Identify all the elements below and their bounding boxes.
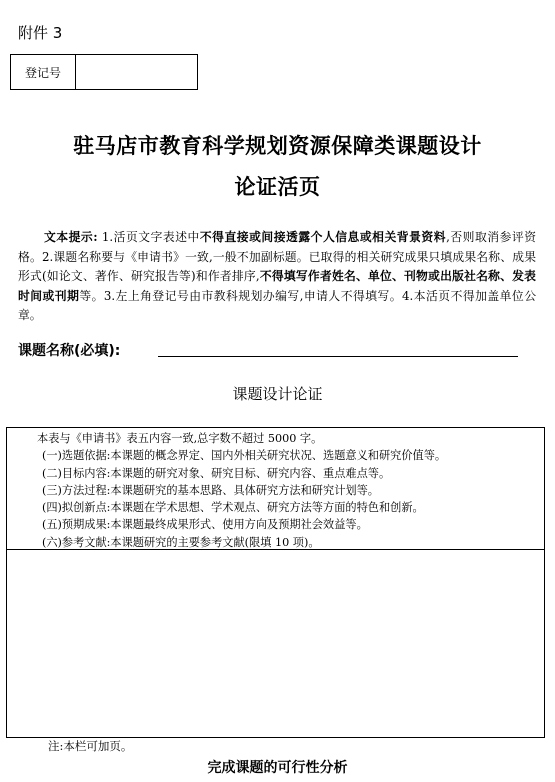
registration-box xyxy=(10,54,198,90)
note-text-1: 1.活页文字表述中 xyxy=(97,230,200,244)
design-argument-writing-area[interactable] xyxy=(7,550,544,737)
document-title-line1: 驻马店市教育科学规划资源保障类课题设计 xyxy=(73,133,482,158)
document-title-line2: 论证活页 xyxy=(234,174,321,199)
instruction-item: (二)目标内容:本课题的研究对象、研究目标、研究内容、重点难点等。 xyxy=(42,466,391,480)
instruction-item: (五)预期成果:本课题最终成果形式、使用方向及预期社会效益等。 xyxy=(42,518,368,532)
instruction-intro: 本表与《申请书》表五内容一致,总字数不超过 5000 字。 xyxy=(37,432,323,445)
design-argument-form-box xyxy=(6,427,545,738)
instruction-item: (三)方法过程:本课题研究的基本思路、具体研究方法和研究计划等。 xyxy=(42,483,379,497)
section-heading-design: 课题设计论证 xyxy=(232,385,323,403)
footnote: 注:本栏可加页。 xyxy=(48,739,133,753)
note-emphasis-1: 不得直接或间接透露个人信息或相关背景资料 xyxy=(199,230,447,244)
note-lead: 文本提示: xyxy=(44,230,98,244)
form-instructions xyxy=(7,428,544,550)
section-heading-feasibility: 完成课题的可行性分析 xyxy=(207,760,348,776)
attachment-label: 附件 3 xyxy=(18,24,63,42)
note-emphasis-2: 不得填写作者姓名、单位、刊物或出版社名称、发表时间或刊期 xyxy=(18,269,536,303)
registration-label: 登记号 xyxy=(11,55,76,89)
instruction-item: (六)参考文献:本课题研究的主要参考文献(限填 10 项)。 xyxy=(42,535,320,549)
registration-number-field[interactable] xyxy=(76,55,197,89)
note-text-2: ,否则取消参评资格。2.课题名称要与《申请书》一致,一般不加副标题。已取得的相关研究成果只填成果名称、成果形式(如论文、著作、研究报告等)和作者排序, xyxy=(18,230,536,283)
note-text-3: 等。3.左上角登记号由市教科规划办编写,申请人不得填写。4.本活页不得加盖单位公章。 xyxy=(18,288,536,322)
instruction-item: (一)选题依据:本课题的概念界定、国内外相关研究状况、选题意义和研究价值等。 xyxy=(42,449,447,463)
topic-name-label: 课题名称(必填): xyxy=(18,343,121,359)
instruction-item: (四)拟创新点:本课题在学术思想、学术观点、研究方法等方面的特色和创新。 xyxy=(42,501,424,515)
text-prompt-note xyxy=(18,228,536,326)
topic-name-input-line[interactable] xyxy=(158,356,518,357)
